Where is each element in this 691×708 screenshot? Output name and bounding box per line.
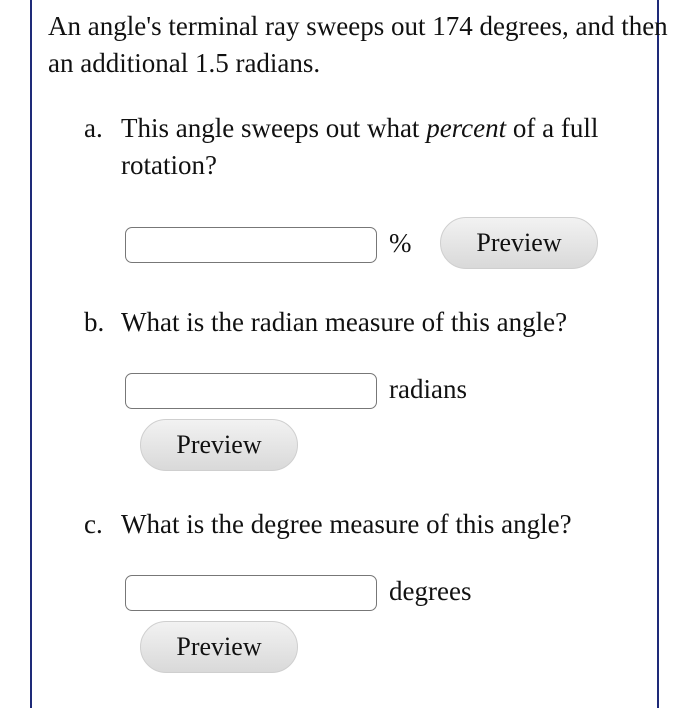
answer-b-input[interactable] (125, 373, 377, 409)
question-b-marker: b. (84, 307, 105, 337)
answer-a-input[interactable] (125, 227, 377, 263)
question-b-text: What is the radian measure of this angle? (121, 307, 568, 337)
question-a-marker: a. (84, 113, 103, 143)
preview-b-button[interactable]: Preview (140, 419, 298, 471)
answer-a-unit: % (389, 228, 412, 258)
preview-c-button[interactable]: Preview (140, 621, 298, 673)
answer-c-unit: degrees (389, 576, 472, 606)
answer-b-unit: radians (389, 374, 467, 404)
question-a-text-after: of a full rotation? (121, 113, 599, 180)
problem-intro: An angle's terminal ray sweeps out 174 degrees, and then an additional 1.5 radians. (48, 11, 668, 78)
question-a-text-before: This angle sweeps out what (121, 113, 427, 143)
question-c-text: What is the degree measure of this angle? (121, 509, 572, 539)
question-a-emphasis: percent (426, 113, 507, 143)
preview-a-button[interactable]: Preview (440, 217, 598, 269)
answer-c-input[interactable] (125, 575, 377, 611)
question-c-marker: c. (84, 509, 103, 539)
question-a-text (121, 110, 661, 184)
